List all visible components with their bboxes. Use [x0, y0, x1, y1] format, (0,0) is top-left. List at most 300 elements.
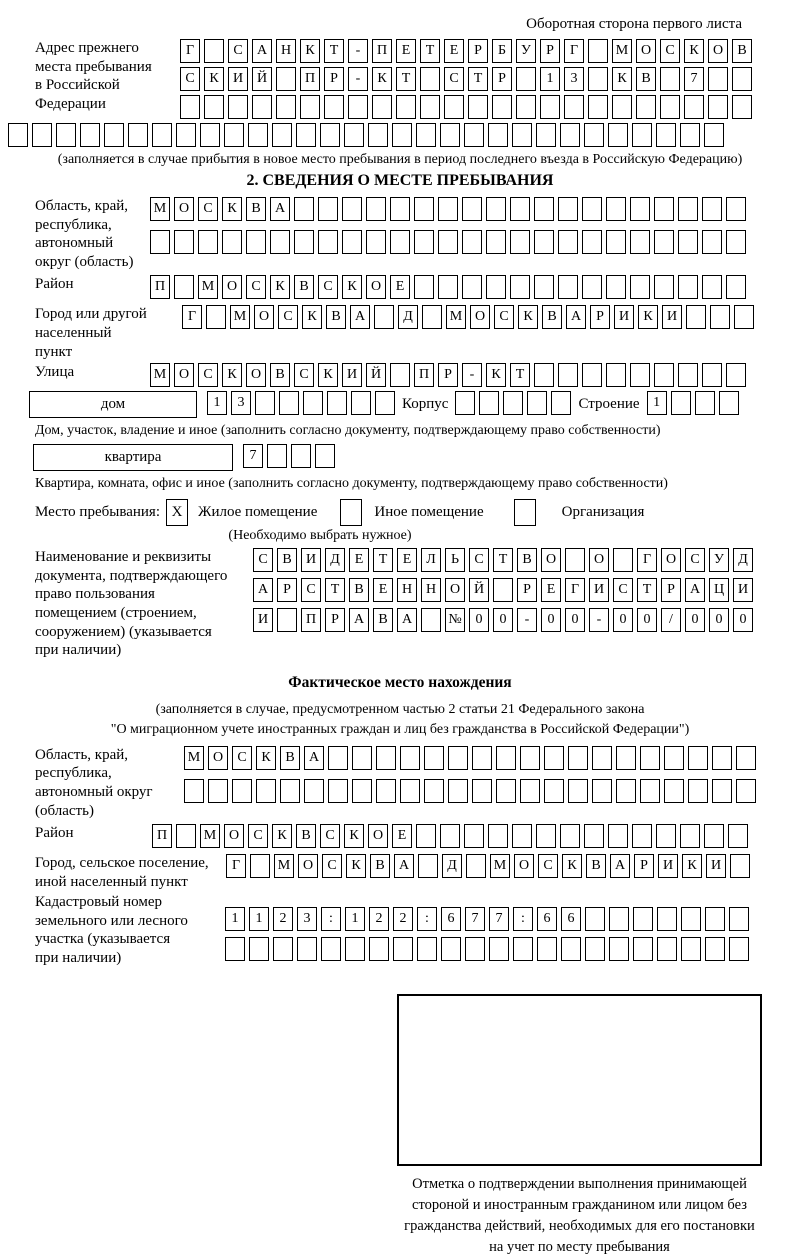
char-cell[interactable]: Т [493, 548, 513, 572]
char-cell[interactable]: К [518, 305, 538, 329]
char-cell[interactable] [280, 779, 300, 803]
char-cell[interactable]: / [661, 608, 681, 632]
char-cell[interactable] [633, 937, 653, 961]
char-cell[interactable]: В [326, 305, 346, 329]
char-cell[interactable]: Е [390, 275, 410, 299]
char-cell[interactable] [318, 197, 338, 221]
residence-type-checkbox-org[interactable] [514, 499, 536, 526]
char-cell[interactable]: 7 [243, 444, 263, 468]
char-cell[interactable] [558, 197, 578, 221]
char-cell[interactable] [372, 95, 392, 119]
char-cell[interactable]: С [318, 275, 338, 299]
char-cell[interactable] [328, 746, 348, 770]
char-cell[interactable]: 0 [709, 608, 729, 632]
char-cell[interactable] [198, 230, 218, 254]
char-cell[interactable] [585, 907, 605, 931]
char-cell[interactable] [455, 391, 475, 415]
char-cell[interactable] [710, 305, 730, 329]
char-cell[interactable] [582, 275, 602, 299]
char-cell[interactable] [128, 123, 148, 147]
char-cell[interactable]: Т [637, 578, 657, 602]
char-cell[interactable] [440, 824, 460, 848]
char-cell[interactable]: Е [397, 548, 417, 572]
char-cell[interactable]: 7 [684, 67, 704, 91]
char-cell[interactable]: Г [565, 578, 585, 602]
char-cell[interactable] [270, 230, 290, 254]
char-cell[interactable]: : [513, 907, 533, 931]
char-cell[interactable] [654, 363, 674, 387]
char-cell[interactable]: А [253, 578, 273, 602]
char-cell[interactable] [660, 67, 680, 91]
char-cell[interactable]: И [706, 854, 726, 878]
char-cell[interactable] [321, 937, 341, 961]
char-cell[interactable]: К [204, 67, 224, 91]
char-cell[interactable] [222, 230, 242, 254]
char-cell[interactable]: 0 [565, 608, 585, 632]
char-cell[interactable] [616, 779, 636, 803]
char-cell[interactable] [348, 95, 368, 119]
char-cell[interactable] [657, 907, 677, 931]
char-cell[interactable]: 0 [469, 608, 489, 632]
char-cell[interactable] [267, 444, 287, 468]
char-cell[interactable]: О [174, 197, 194, 221]
char-cell[interactable] [174, 230, 194, 254]
char-cell[interactable]: К [318, 363, 338, 387]
char-cell[interactable] [516, 95, 536, 119]
char-cell[interactable] [704, 123, 724, 147]
char-cell[interactable] [608, 123, 628, 147]
char-cell[interactable] [630, 230, 650, 254]
char-cell[interactable] [537, 937, 557, 961]
char-cell[interactable] [272, 123, 292, 147]
char-cell[interactable]: Т [325, 578, 345, 602]
char-cell[interactable] [588, 95, 608, 119]
char-cell[interactable]: 0 [733, 608, 753, 632]
char-cell[interactable]: С [320, 824, 340, 848]
char-cell[interactable] [734, 305, 754, 329]
char-cell[interactable]: А [394, 854, 414, 878]
char-cell[interactable]: Т [373, 548, 393, 572]
char-cell[interactable]: О [224, 824, 244, 848]
char-cell[interactable] [678, 197, 698, 221]
char-cell[interactable] [560, 824, 580, 848]
char-cell[interactable]: А [349, 608, 369, 632]
char-cell[interactable]: М [150, 363, 170, 387]
char-cell[interactable]: Д [442, 854, 462, 878]
char-cell[interactable]: В [277, 548, 297, 572]
char-cell[interactable] [277, 608, 297, 632]
char-cell[interactable] [712, 779, 732, 803]
char-cell[interactable]: К [256, 746, 276, 770]
char-cell[interactable]: - [589, 608, 609, 632]
char-cell[interactable] [327, 391, 347, 415]
char-cell[interactable] [392, 123, 412, 147]
char-cell[interactable]: С [228, 39, 248, 63]
char-cell[interactable]: А [304, 746, 324, 770]
char-cell[interactable]: С [246, 275, 266, 299]
char-cell[interactable] [315, 444, 335, 468]
char-cell[interactable] [582, 363, 602, 387]
char-cell[interactable]: Р [277, 578, 297, 602]
char-cell[interactable] [608, 824, 628, 848]
char-cell[interactable]: Н [276, 39, 296, 63]
char-cell[interactable] [584, 123, 604, 147]
char-cell[interactable] [654, 197, 674, 221]
char-cell[interactable] [228, 95, 248, 119]
char-cell[interactable]: П [372, 39, 392, 63]
char-cell[interactable]: И [733, 578, 753, 602]
char-cell[interactable] [609, 907, 629, 931]
char-cell[interactable] [232, 779, 252, 803]
char-cell[interactable] [249, 937, 269, 961]
char-cell[interactable] [609, 937, 629, 961]
char-cell[interactable]: С [494, 305, 514, 329]
char-cell[interactable]: А [252, 39, 272, 63]
char-cell[interactable] [204, 39, 224, 63]
char-cell[interactable]: В [370, 854, 390, 878]
char-cell[interactable]: К [222, 197, 242, 221]
char-cell[interactable]: П [300, 67, 320, 91]
char-cell[interactable] [516, 67, 536, 91]
char-cell[interactable]: Й [366, 363, 386, 387]
char-cell[interactable]: Е [349, 548, 369, 572]
char-cell[interactable]: Й [469, 578, 489, 602]
char-cell[interactable] [369, 937, 389, 961]
char-cell[interactable]: О [589, 548, 609, 572]
char-cell[interactable]: И [589, 578, 609, 602]
char-cell[interactable] [656, 824, 676, 848]
char-cell[interactable] [632, 123, 652, 147]
char-cell[interactable] [732, 67, 752, 91]
char-cell[interactable] [252, 95, 272, 119]
residence-type-checkbox-inoe[interactable] [340, 499, 362, 526]
char-cell[interactable] [276, 95, 296, 119]
char-cell[interactable]: М [446, 305, 466, 329]
char-cell[interactable] [671, 391, 691, 415]
char-cell[interactable]: М [200, 824, 220, 848]
char-cell[interactable] [296, 123, 316, 147]
char-cell[interactable] [438, 230, 458, 254]
char-cell[interactable]: Е [541, 578, 561, 602]
char-cell[interactable] [520, 779, 540, 803]
char-cell[interactable] [352, 746, 372, 770]
char-cell[interactable] [420, 67, 440, 91]
char-cell[interactable] [564, 95, 584, 119]
char-cell[interactable]: О [366, 275, 386, 299]
char-cell[interactable]: А [610, 854, 630, 878]
char-cell[interactable] [294, 197, 314, 221]
char-cell[interactable] [472, 779, 492, 803]
char-cell[interactable] [366, 230, 386, 254]
char-cell[interactable]: О [445, 578, 465, 602]
char-cell[interactable] [633, 907, 653, 931]
char-cell[interactable] [486, 230, 506, 254]
char-cell[interactable] [730, 854, 750, 878]
char-cell[interactable] [184, 779, 204, 803]
char-cell[interactable]: Р [492, 67, 512, 91]
char-cell[interactable] [702, 230, 722, 254]
char-cell[interactable] [344, 123, 364, 147]
char-cell[interactable] [544, 779, 564, 803]
char-cell[interactable]: Т [324, 39, 344, 63]
char-cell[interactable] [520, 746, 540, 770]
char-cell[interactable] [486, 197, 506, 221]
char-cell[interactable]: С [685, 548, 705, 572]
char-cell[interactable] [462, 275, 482, 299]
char-cell[interactable] [496, 779, 516, 803]
char-cell[interactable]: А [397, 608, 417, 632]
char-cell[interactable]: Г [182, 305, 202, 329]
char-cell[interactable]: А [270, 197, 290, 221]
char-cell[interactable]: Т [510, 363, 530, 387]
char-cell[interactable]: В [349, 578, 369, 602]
char-cell[interactable] [560, 123, 580, 147]
char-cell[interactable] [636, 95, 656, 119]
char-cell[interactable]: К [486, 363, 506, 387]
char-cell[interactable] [558, 363, 578, 387]
char-cell[interactable] [438, 275, 458, 299]
char-cell[interactable] [536, 824, 556, 848]
char-cell[interactable] [366, 197, 386, 221]
char-cell[interactable]: С [198, 197, 218, 221]
char-cell[interactable]: Е [396, 39, 416, 63]
char-cell[interactable] [582, 197, 602, 221]
char-cell[interactable] [726, 275, 746, 299]
char-cell[interactable] [510, 275, 530, 299]
char-cell[interactable]: В [542, 305, 562, 329]
char-cell[interactable]: С [294, 363, 314, 387]
char-cell[interactable] [224, 123, 244, 147]
char-cell[interactable] [705, 937, 725, 961]
char-cell[interactable] [503, 391, 523, 415]
char-cell[interactable] [654, 275, 674, 299]
char-cell[interactable] [681, 907, 701, 931]
char-cell[interactable] [56, 123, 76, 147]
char-cell[interactable] [420, 95, 440, 119]
char-cell[interactable]: 1 [207, 391, 227, 415]
char-cell[interactable] [708, 95, 728, 119]
char-cell[interactable] [702, 197, 722, 221]
char-cell[interactable] [8, 123, 28, 147]
char-cell[interactable] [390, 230, 410, 254]
char-cell[interactable] [204, 95, 224, 119]
char-cell[interactable] [657, 937, 677, 961]
char-cell[interactable] [421, 608, 441, 632]
char-cell[interactable]: Р [590, 305, 610, 329]
char-cell[interactable] [681, 937, 701, 961]
char-cell[interactable]: М [274, 854, 294, 878]
char-cell[interactable] [630, 363, 650, 387]
char-cell[interactable]: И [658, 854, 678, 878]
char-cell[interactable]: В [294, 275, 314, 299]
char-cell[interactable] [736, 746, 756, 770]
char-cell[interactable] [510, 197, 530, 221]
char-cell[interactable] [568, 746, 588, 770]
char-cell[interactable]: 2 [393, 907, 413, 931]
char-cell[interactable]: Т [420, 39, 440, 63]
char-cell[interactable] [304, 779, 324, 803]
char-cell[interactable]: М [184, 746, 204, 770]
char-cell[interactable] [551, 391, 571, 415]
char-cell[interactable] [424, 779, 444, 803]
char-cell[interactable]: О [661, 548, 681, 572]
char-cell[interactable] [414, 275, 434, 299]
char-cell[interactable] [686, 305, 706, 329]
char-cell[interactable]: Р [634, 854, 654, 878]
char-cell[interactable] [729, 907, 749, 931]
char-cell[interactable]: 3 [231, 391, 251, 415]
char-cell[interactable] [422, 305, 442, 329]
char-cell[interactable] [174, 275, 194, 299]
char-cell[interactable] [250, 854, 270, 878]
char-cell[interactable] [678, 363, 698, 387]
char-cell[interactable]: 1 [225, 907, 245, 931]
char-cell[interactable]: 2 [369, 907, 389, 931]
char-cell[interactable] [680, 824, 700, 848]
char-cell[interactable] [324, 95, 344, 119]
char-cell[interactable] [726, 197, 746, 221]
char-cell[interactable] [376, 779, 396, 803]
char-cell[interactable] [416, 824, 436, 848]
char-cell[interactable] [664, 779, 684, 803]
char-cell[interactable]: - [517, 608, 537, 632]
char-cell[interactable]: Р [540, 39, 560, 63]
char-cell[interactable] [592, 746, 612, 770]
char-cell[interactable]: П [414, 363, 434, 387]
char-cell[interactable]: С [469, 548, 489, 572]
char-cell[interactable] [558, 230, 578, 254]
char-cell[interactable]: Л [421, 548, 441, 572]
char-cell[interactable] [393, 937, 413, 961]
char-cell[interactable]: К [300, 39, 320, 63]
char-cell[interactable]: В [296, 824, 316, 848]
char-cell[interactable] [534, 275, 554, 299]
char-cell[interactable] [441, 937, 461, 961]
char-cell[interactable] [390, 197, 410, 221]
char-cell[interactable]: И [662, 305, 682, 329]
char-cell[interactable]: - [462, 363, 482, 387]
char-cell[interactable]: М [230, 305, 250, 329]
char-cell[interactable]: П [152, 824, 172, 848]
char-cell[interactable]: О [708, 39, 728, 63]
char-cell[interactable]: В [280, 746, 300, 770]
char-cell[interactable] [736, 779, 756, 803]
char-cell[interactable] [376, 746, 396, 770]
char-cell[interactable] [206, 305, 226, 329]
char-cell[interactable]: 0 [541, 608, 561, 632]
char-cell[interactable] [719, 391, 739, 415]
char-cell[interactable]: Й [252, 67, 272, 91]
char-cell[interactable] [246, 230, 266, 254]
char-cell[interactable] [613, 548, 633, 572]
char-cell[interactable] [708, 67, 728, 91]
char-cell[interactable]: В [636, 67, 656, 91]
char-cell[interactable] [565, 548, 585, 572]
char-cell[interactable]: 3 [564, 67, 584, 91]
char-cell[interactable] [342, 197, 362, 221]
char-cell[interactable]: № [445, 608, 465, 632]
char-cell[interactable] [468, 95, 488, 119]
char-cell[interactable]: С [232, 746, 252, 770]
char-cell[interactable]: О [246, 363, 266, 387]
char-cell[interactable]: Г [564, 39, 584, 63]
dom-field-box[interactable]: дом [29, 391, 197, 418]
char-cell[interactable]: Г [637, 548, 657, 572]
char-cell[interactable] [414, 230, 434, 254]
char-cell[interactable]: М [490, 854, 510, 878]
char-cell[interactable] [488, 123, 508, 147]
char-cell[interactable] [345, 937, 365, 961]
char-cell[interactable]: Г [180, 39, 200, 63]
char-cell[interactable] [294, 230, 314, 254]
char-cell[interactable] [255, 391, 275, 415]
char-cell[interactable]: В [586, 854, 606, 878]
char-cell[interactable] [80, 123, 100, 147]
char-cell[interactable] [396, 95, 416, 119]
char-cell[interactable]: Р [325, 608, 345, 632]
char-cell[interactable]: О [208, 746, 228, 770]
char-cell[interactable] [660, 95, 680, 119]
char-cell[interactable] [654, 230, 674, 254]
char-cell[interactable]: Т [396, 67, 416, 91]
char-cell[interactable]: Р [517, 578, 537, 602]
char-cell[interactable] [726, 230, 746, 254]
char-cell[interactable] [444, 95, 464, 119]
char-cell[interactable]: К [372, 67, 392, 91]
char-cell[interactable]: В [732, 39, 752, 63]
char-cell[interactable]: У [516, 39, 536, 63]
char-cell[interactable] [585, 937, 605, 961]
char-cell[interactable]: С [322, 854, 342, 878]
char-cell[interactable]: С [180, 67, 200, 91]
char-cell[interactable] [440, 123, 460, 147]
char-cell[interactable]: Д [325, 548, 345, 572]
char-cell[interactable] [472, 746, 492, 770]
char-cell[interactable] [466, 854, 486, 878]
char-cell[interactable] [513, 937, 533, 961]
char-cell[interactable] [400, 779, 420, 803]
char-cell[interactable] [180, 95, 200, 119]
char-cell[interactable]: О [368, 824, 388, 848]
char-cell[interactable]: К [272, 824, 292, 848]
char-cell[interactable]: С [538, 854, 558, 878]
char-cell[interactable] [448, 779, 468, 803]
char-cell[interactable] [704, 824, 724, 848]
char-cell[interactable]: О [541, 548, 561, 572]
char-cell[interactable]: В [373, 608, 393, 632]
char-cell[interactable]: К [682, 854, 702, 878]
char-cell[interactable]: Д [733, 548, 753, 572]
char-cell[interactable] [705, 907, 725, 931]
char-cell[interactable]: : [417, 907, 437, 931]
char-cell[interactable] [400, 746, 420, 770]
char-cell[interactable] [512, 123, 532, 147]
char-cell[interactable] [297, 937, 317, 961]
char-cell[interactable]: Ь [445, 548, 465, 572]
char-cell[interactable]: Г [226, 854, 246, 878]
char-cell[interactable] [318, 230, 338, 254]
char-cell[interactable] [534, 197, 554, 221]
char-cell[interactable]: Ц [709, 578, 729, 602]
char-cell[interactable] [462, 230, 482, 254]
char-cell[interactable] [464, 824, 484, 848]
char-cell[interactable]: Д [398, 305, 418, 329]
char-cell[interactable]: К [302, 305, 322, 329]
char-cell[interactable] [630, 275, 650, 299]
char-cell[interactable] [612, 95, 632, 119]
char-cell[interactable] [702, 275, 722, 299]
char-cell[interactable] [712, 746, 732, 770]
